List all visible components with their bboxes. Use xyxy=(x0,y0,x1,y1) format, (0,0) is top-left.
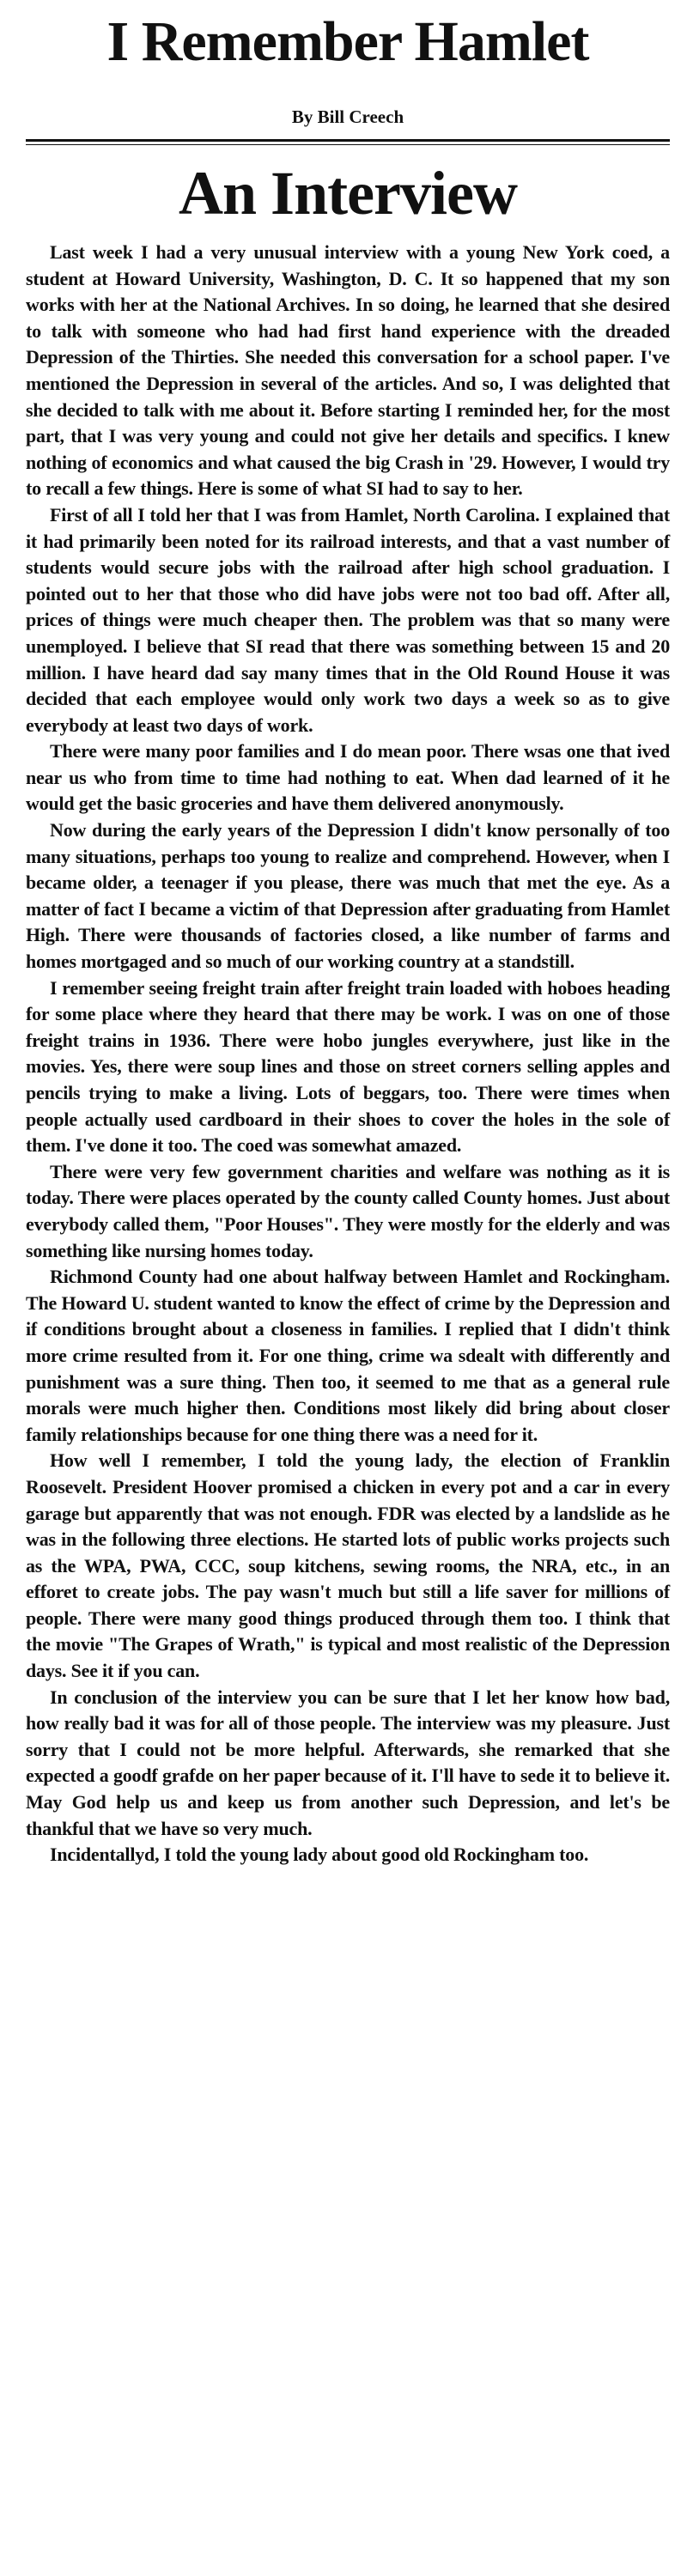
header-rule-thin xyxy=(26,144,670,145)
paragraph: How well I remember, I told the young lady, the election of Franklin Roosevelt. President Hoover promised a chicken in every pot and a car in every garage but apparently that was not enough. FDR was elected by a landslide as he was in the following three elections. He started lots of public works projects such as the WPA, PWA, CCC, soup kitchens, sewing rooms, the NRA, etc., in an efforet to create jobs. The pay wasn't much but still a life saver for millions of people. There were many good things produced through them too. I think that the movie "The Grapes of Wrath," is typical and most realistic of the Depression days. See it if you can. xyxy=(26,1449,670,1682)
column-title: I Remember Hamlet xyxy=(106,10,589,73)
paragraph: Richmond County had one about halfway between Hamlet and Rockingham. The Howard U. student wanted to know the effect of crime by the Depression and if conditions brought about a closeness in families. I replied that I didn't think more crime resulted from it. For one thing, crime wa sdealt with differently and punishment was a sure thing. Then too, it seemed to me that as a general rule morals were much higher then. Conditions most likely did bring about closer family relationships because for one thing there was a need for it. xyxy=(26,1266,670,1445)
paragraph: In conclusion of the interview you can be sure that I let her know how bad, how really bad it was for all of those people. The interview was my pleasure. Just sorry that I could not be more helpful. Afterwards, she remarked that she expected a goodf grafde on her paper because of it. I'll have to sede it to believe it. May God help us and keep us from another such Depression, and let's be thankful that we have so very much. xyxy=(26,1686,670,1839)
article-body xyxy=(26,240,670,1868)
paragraph: Last week I had a very unusual interview with a young New York coed, a student at Howard University, Washington, D. C. It so happened that my son works with her at the National Archives. In so doing, he learned that she desired to talk with someone who had had first hand experience with the dreaded Depression of the Thirties. She needed this conversation for a school paper. I've mentioned the Depression in several of the articles. And so, I was delighted that she decided to talk with me about it. Before starting I reminded her, for the most part, that I was very young and could not give her details and specifics. I knew nothing of economics and what caused the big Crash in '29. However, I would try to recall a few things. Here is some of what SI had to say to her. xyxy=(26,241,670,500)
header-rule xyxy=(26,139,670,142)
paragraph: There were many poor families and I do mean poor. There wsas one that ived near us who from time to time had nothing to eat. When dad learned of it he would get the basic groceries and have them delivered anonymously. xyxy=(26,740,670,815)
paragraph: Now during the early years of the Depression I didn't know personally of too many situations, perhaps too young to realize and comprehend. However, when I became older, a teenager if you please, there was much that met the eye. As a matter of fact I became a victim of that Depression after graduating from Hamlet High. There were thousands of factories closed, a like number of farms and homes mortgaged and so much of our working country at a standstill. xyxy=(26,819,670,973)
paragraph: Incidentallyd, I told the young lady about good old Rockingham too. xyxy=(50,1844,589,1866)
headline: An Interview xyxy=(179,159,517,228)
paragraph: I remember seeing freight train after freight train loaded with hoboes heading for some place where they heard that there may be work. I was on one of those freight trains in 1936. There were hobo jungles everywhere, just like in the movies. Yes, there were soup lines and those on street corners selling apples and pencils trying to make a living. Lots of beggars, too. There were times when people actually used cardboard in their shoes to cover the holes in the sole of them. I've done it too. The coed was somewhat amazed. xyxy=(26,976,670,1157)
paragraph: First of all I told her that I was from Hamlet, North Carolina. I explained that it had primarily been noted for its railroad interests, and that a vast number of students would secure jobs with the railroad after high school graduation. I pointed out to her that those who did have jobs were not too bad off. After all, prices of things were much cheaper then. The problem was that so many were unemployed. I believe that SI read that there was something between 15 and 20 million. I have heard dad say many times that in the Old Round House it was decided that each employee would only work two days a week so as to give everybody at least two days of work. xyxy=(26,503,670,736)
byline: By Bill Creech xyxy=(291,106,404,127)
paragraph: There were very few government charities and welfare was nothing as it is today. There were places operated by the county called County homes. Just about everybody called them, "Poor Houses". They were mostly for the elderly and was something like nursing homes today. xyxy=(26,1160,670,1261)
